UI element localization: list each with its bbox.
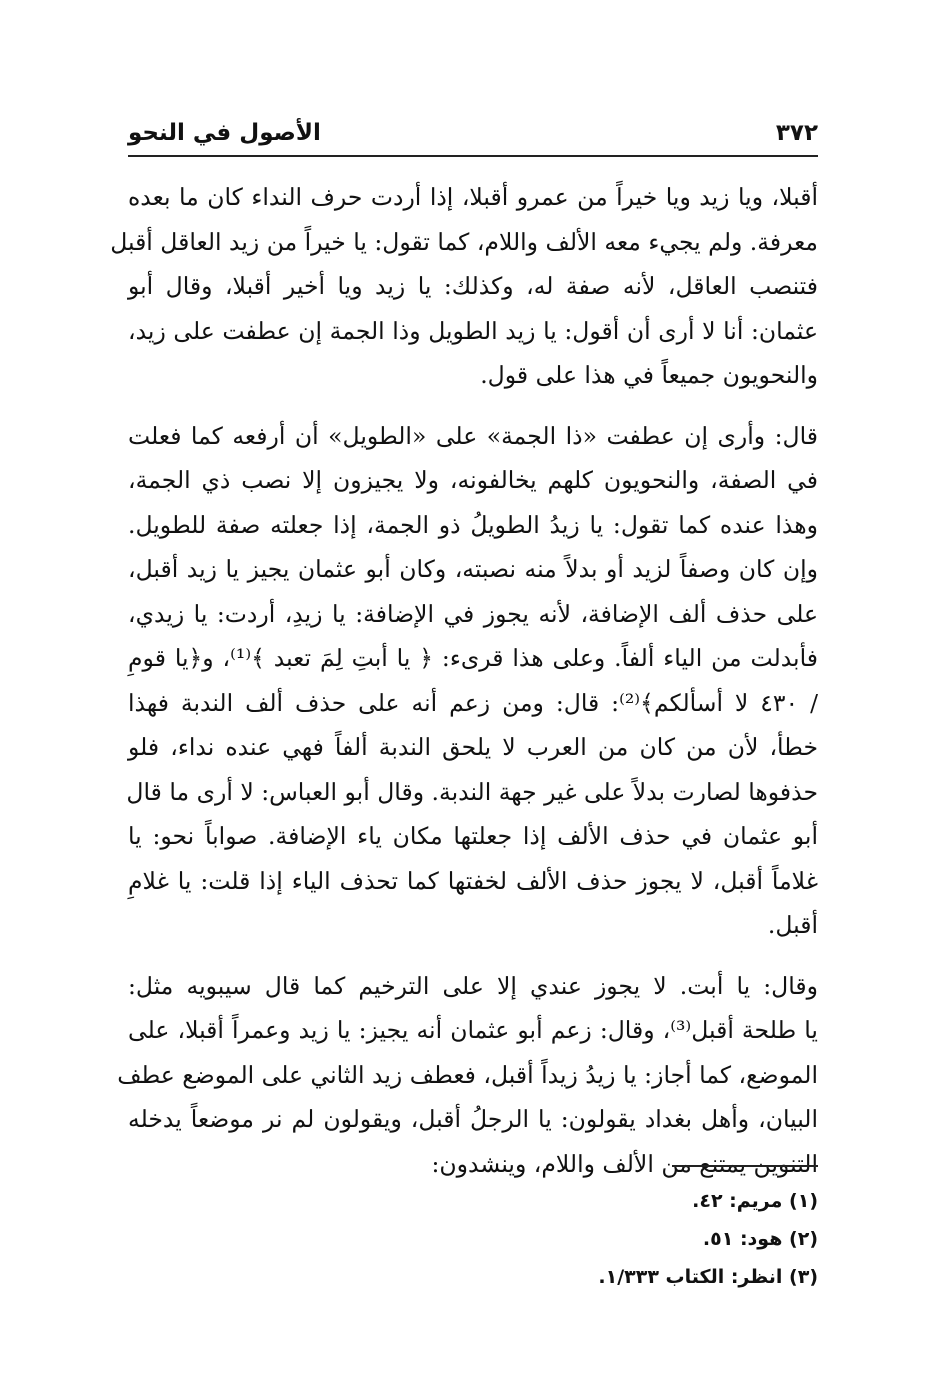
text-line: معرفة. ولم يجيء معه الألف واللام، كما تقول: يا خيراً من زيد العاقل أقبل bbox=[110, 227, 818, 256]
text-line: أقبل. bbox=[767, 911, 818, 939]
text-line: حذفوها لصارت بدلاً على غير جهة الندبة. وقال أبو العباس: لا أرى ما قال bbox=[126, 777, 818, 806]
text-line: يا طلحة أقبل⁽³⁾، وقال: زعم أبو عثمان أنه يجيز: يا زيد وعمراً أقبلا، على bbox=[128, 1016, 818, 1044]
text-line: خطأ، لأن من كان من العرب لا يلحق الندبة ألفاً فهي عنده نداء، فلو bbox=[128, 733, 818, 761]
running-title: الأصول في النحو bbox=[128, 120, 321, 146]
text-line: غلاماً أقبل، لا يجوز حذف الألف لخفتها كما تحذف الياء إذا قلت: يا غلامِ bbox=[128, 866, 818, 895]
text-line: وقال: يا أبت. لا يجوز عندي إلا على الترخيم كما قال سيبويه مثل: bbox=[128, 971, 818, 1000]
text-line: البيان، وأهل بغداد يقولون: يا الرجلُ أقبل، ويقولون لم نر موضعاً يدخله bbox=[128, 1105, 818, 1133]
text-line: / ٤٣٠ لا أسألكم﴾⁽²⁾: قال: ومن زعم أنه على حذف ألف الندبة فهذا bbox=[128, 688, 818, 717]
footnote-separator bbox=[672, 1165, 818, 1167]
text-line: أبو عثمان في حذف الألف إذا جعلتها مكان ياء الإضافة. صواباً نحو: يا bbox=[128, 822, 818, 850]
text-line: والنحويون جميعاً في هذا على قول. bbox=[480, 361, 818, 389]
main-text bbox=[110, 175, 818, 1186]
text-line: قال: وأرى إن عطفت «ذا الجمة» على «الطويل» أن أرفعه كما فعلت bbox=[128, 421, 818, 450]
text-line: في الصفة، والنحويون كلهم يخالفونه، ولا يجيزون إلا نصب ذي الجمة، bbox=[128, 466, 818, 494]
paragraph bbox=[110, 175, 818, 398]
page-number: ٣٧٢ bbox=[775, 120, 818, 146]
footnote: (٢) هود: ٥١. bbox=[702, 1228, 818, 1250]
paragraph bbox=[117, 964, 818, 1187]
text-line: الموضع، كما أجاز: يا زيدُ زيداً أقبل، فعطف زيد الثاني على الموضع عطف bbox=[117, 1060, 818, 1089]
text-line: عثمان: أنا لا أرى أن أقول: يا زيد الطويل وذا الجمة إن عطفت على زيد، bbox=[128, 316, 818, 345]
text-line: أقبلا، ويا زيد ويا خيراً من عمرو أقبلا، إذا أردت حرف النداء كان ما بعده bbox=[128, 183, 818, 211]
text-line: التنوين يمتنع من الألف واللام، وينشدون: bbox=[431, 1149, 818, 1178]
footnotes bbox=[598, 1182, 818, 1296]
header-rule bbox=[128, 155, 818, 157]
text-line: فتنصب العاقل، لأنه صفة له، وكذلك: يا زيد ويا أخير أقبلا، وقال أبو bbox=[128, 272, 818, 300]
footnote: (٣) انظر: الكتاب ١/٣٣٣. bbox=[598, 1266, 818, 1288]
page-header bbox=[128, 112, 818, 152]
footnote: (١) مريم: ٤٢. bbox=[692, 1190, 818, 1212]
text-line: على حذف ألف الإضافة، لأنه يجوز في الإضافة: يا زيدِ، أردت: يا زيدي، bbox=[128, 599, 818, 628]
text-line: وإن كان وصفاً لزيد أو بدلاً منه نصبته، وكان أبو عثمان يجيز يا زيد أقبل، bbox=[128, 555, 818, 583]
text-line: وهذا عنده كما تقول: يا زيدُ الطويلُ ذو الجمة، إذا جعلته صفة للطويل. bbox=[128, 510, 818, 539]
paragraph bbox=[128, 414, 818, 948]
text-line: فأبدلت من الياء ألفاً. وعلى هذا قرىء: ﴿ يا أبتِ لِمَ تعبد ﴾⁽¹⁾، و﴿يا قومِ bbox=[128, 644, 818, 672]
